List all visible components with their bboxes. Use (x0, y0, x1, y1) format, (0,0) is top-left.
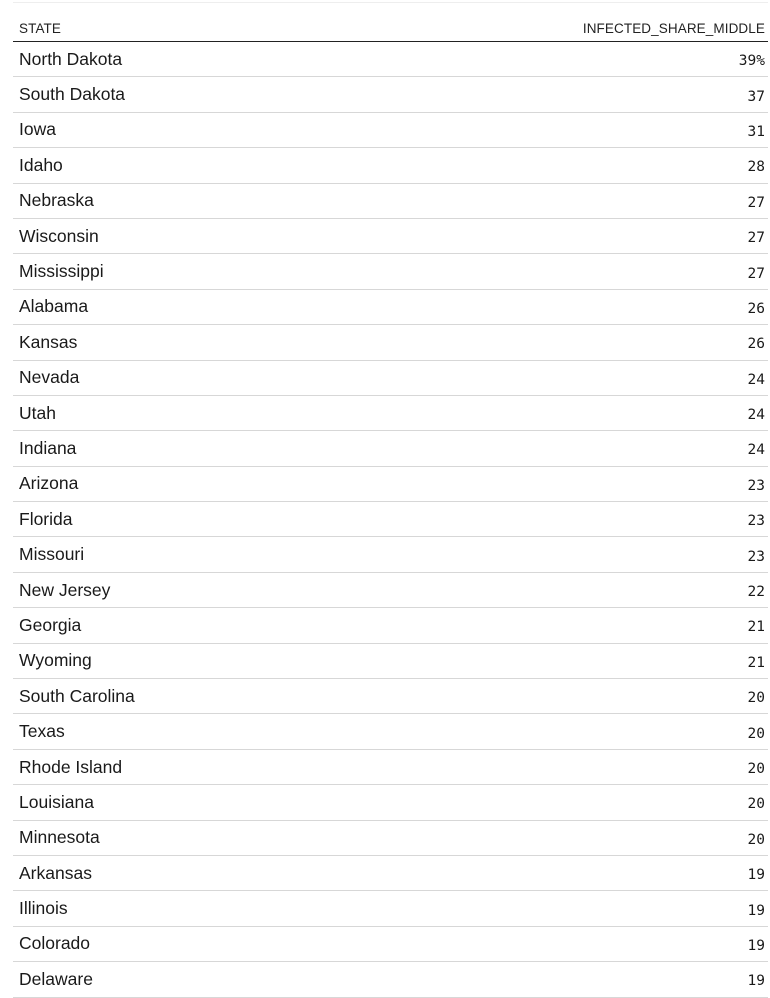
infected-share-cell: 27 (573, 254, 768, 289)
table-row (13, 466, 768, 501)
state-cell: Alabama (13, 289, 573, 324)
infected-share-cell: 21 (573, 643, 768, 678)
top-divider (13, 2, 768, 3)
table-row (13, 820, 768, 855)
table-row (13, 537, 768, 572)
column-header-state[interactable]: STATE (13, 15, 573, 42)
table-row (13, 891, 768, 926)
infected-share-cell: 27 (573, 183, 768, 218)
state-cell: Nevada (13, 360, 573, 395)
state-cell: Delaware (13, 962, 573, 997)
infected-share-cell: 20 (573, 714, 768, 749)
state-cell: Wyoming (13, 643, 573, 678)
table-row (13, 360, 768, 395)
infected-share-cell: 28 (573, 148, 768, 183)
state-cell: South Carolina (13, 679, 573, 714)
infected-share-cell: 24 (573, 360, 768, 395)
state-cell: Mississippi (13, 254, 573, 289)
infected-share-cell: 19 (573, 891, 768, 926)
infected-share-cell: 20 (573, 785, 768, 820)
table-body (13, 42, 768, 998)
infected-share-cell: 27 (573, 218, 768, 253)
state-cell: New Jersey (13, 572, 573, 607)
infected-share-cell: 19 (573, 855, 768, 890)
infected-share-cell: 20 (573, 679, 768, 714)
table-row (13, 502, 768, 537)
infected-share-cell: 24 (573, 431, 768, 466)
table-row (13, 218, 768, 253)
table-row (13, 855, 768, 890)
infected-share-cell: 23 (573, 502, 768, 537)
table-row (13, 431, 768, 466)
table-header (13, 15, 768, 42)
state-cell: Georgia (13, 608, 573, 643)
infected-share-cell: 19 (573, 926, 768, 961)
table-row (13, 926, 768, 961)
state-cell: Kansas (13, 325, 573, 360)
table-row (13, 679, 768, 714)
state-cell: Iowa (13, 112, 573, 147)
infected-share-cell: 31 (573, 112, 768, 147)
state-cell: Colorado (13, 926, 573, 961)
table-row (13, 42, 768, 77)
state-cell: Florida (13, 502, 573, 537)
state-cell: Arizona (13, 466, 573, 501)
state-cell: North Dakota (13, 42, 573, 77)
table-row (13, 749, 768, 784)
state-cell: Missouri (13, 537, 573, 572)
state-cell: Rhode Island (13, 749, 573, 784)
infected-share-cell: 26 (573, 289, 768, 324)
table-row (13, 395, 768, 430)
state-cell: Idaho (13, 148, 573, 183)
state-cell: Utah (13, 395, 573, 430)
state-cell: Louisiana (13, 785, 573, 820)
infected-share-cell: 24 (573, 395, 768, 430)
infected-share-cell: 39% (573, 42, 768, 77)
state-cell: Indiana (13, 431, 573, 466)
table-row (13, 643, 768, 678)
infected-share-cell: 21 (573, 608, 768, 643)
state-cell: Illinois (13, 891, 573, 926)
infected-share-cell: 23 (573, 537, 768, 572)
column-header-infected-share-middle[interactable]: INFECTED_SHARE_MIDDLE (573, 15, 768, 42)
table-row (13, 77, 768, 112)
header-row (13, 15, 768, 42)
table-row (13, 183, 768, 218)
infected-share-cell: 20 (573, 820, 768, 855)
table-row (13, 608, 768, 643)
state-cell: South Dakota (13, 77, 573, 112)
table-row (13, 325, 768, 360)
infected-share-cell: 19 (573, 962, 768, 997)
data-table (13, 15, 768, 998)
state-cell: Wisconsin (13, 218, 573, 253)
table-row (13, 254, 768, 289)
table-row (13, 785, 768, 820)
infected-share-cell: 26 (573, 325, 768, 360)
state-cell: Arkansas (13, 855, 573, 890)
state-cell: Texas (13, 714, 573, 749)
infected-share-cell: 37 (573, 77, 768, 112)
table-row (13, 148, 768, 183)
infected-share-cell: 23 (573, 466, 768, 501)
table-row (13, 572, 768, 607)
table-row (13, 962, 768, 997)
table-row (13, 289, 768, 324)
infected-share-cell: 20 (573, 749, 768, 784)
table-row (13, 112, 768, 147)
state-cell: Minnesota (13, 820, 573, 855)
state-cell: Nebraska (13, 183, 573, 218)
table-row (13, 714, 768, 749)
infected-share-cell: 22 (573, 572, 768, 607)
